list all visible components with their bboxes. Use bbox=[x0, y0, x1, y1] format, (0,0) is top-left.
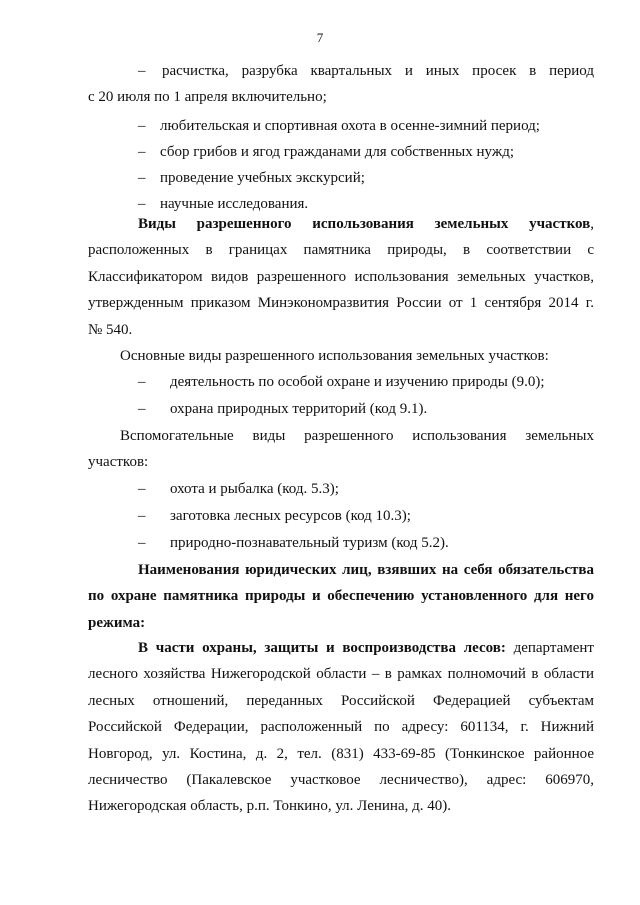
paragraph-land-use-line2: расположенных в границах памятника природы, в соответствии с bbox=[88, 242, 594, 259]
paragraph-forest-line7: Нижегородская область, р.п. Тонкино, ул. Ленина, д. 40). bbox=[88, 798, 451, 815]
legal-heading-line3: режима: bbox=[88, 614, 146, 631]
bullet-dash: – bbox=[138, 196, 146, 212]
bullet-dash: – bbox=[138, 481, 146, 497]
paragraph-clearing-line2: с 20 июля по 1 апреля включительно; bbox=[88, 89, 327, 106]
list-item-text: любительская и спортивная охота в осенне-зимний период; bbox=[160, 118, 540, 134]
list-item-text: заготовка лесных ресурсов (код 10.3); bbox=[170, 508, 411, 524]
legal-heading-line1: Наименования юридических лиц, взявших на себя обязательства bbox=[138, 562, 594, 578]
paragraph-land-use-line4: утвержденным приказом Минэкономразвития России от 1 сентября 2014 г. bbox=[88, 295, 594, 312]
aux-uses-heading-block bbox=[88, 423, 594, 476]
paragraph-land-use: Виды разрешенного использования земельных участков, расположенных в границах памятника природы, в соответствии с Классификатором видов разрешенного использования земельных участков, утвержденным приказом Минэкономразвития России от 1 сентября 2014 г. № 540. bbox=[88, 211, 594, 343]
list-item-text: охрана природных территорий (код 9.1). bbox=[170, 401, 428, 417]
page-number: 7 bbox=[316, 30, 324, 45]
paragraph-forest-line5: Новгород, ул. Костина, д. 2, тел. (831) 433-69-85 (Тонкинское районное bbox=[88, 745, 594, 762]
bullet-dash: – bbox=[138, 508, 146, 524]
main-uses-heading: Основные виды разрешенного использования земельных участков: bbox=[120, 348, 549, 364]
bullet-dash: – bbox=[138, 170, 146, 186]
paragraph-forest-line2: лесного хозяйства Нижегородской области – в рамках полномочий в области bbox=[88, 666, 594, 683]
paragraph-clearing-line1: расчистка, разрубка квартальных и иных просек в период bbox=[162, 63, 594, 79]
list-item-text: деятельность по особой охране и изучению природы (9.0); bbox=[170, 374, 545, 390]
legal-entities-heading bbox=[88, 557, 594, 636]
list-item-text: проведение учебных экскурсий; bbox=[160, 170, 365, 186]
list-item-text: сбор грибов и ягод гражданами для собственных нужд; bbox=[160, 144, 514, 160]
paragraph-forest-line6: лесничество (Пакалевское участковое лесничество), адрес: 606970, bbox=[88, 772, 594, 789]
paragraph-land-use-line5: № 540. bbox=[88, 321, 133, 338]
bullet-dash: – bbox=[138, 63, 146, 79]
forest-heading: В части охраны, защиты и воспроизводства лесов: bbox=[138, 640, 506, 656]
bullet-dash: – bbox=[138, 118, 146, 134]
legal-heading-line2: по охране памятника природы и обеспечению установленного для него bbox=[88, 588, 594, 605]
list-item-text: природно-познавательный туризм (код 5.2). bbox=[170, 535, 449, 551]
aux-uses-heading-line2: участков: bbox=[88, 454, 149, 471]
bullet-dash: – bbox=[138, 374, 146, 390]
paragraph-forest-line3: лесных отношений, переданных Российской Федерацией субъектам bbox=[88, 692, 594, 709]
paragraph-clearing bbox=[88, 58, 594, 111]
bullet-dash: – bbox=[138, 535, 146, 551]
land-use-heading: Виды разрешенного использования земельных участков bbox=[138, 216, 591, 232]
aux-uses-heading-line1: Вспомогательные виды разрешенного использования земельных bbox=[120, 428, 594, 444]
paragraph-forest-line4: Российской Федерации, расположенный по адресу: 601134, г. Нижний bbox=[88, 719, 594, 736]
main-uses-heading-block bbox=[88, 343, 594, 369]
bullet-dash: – bbox=[138, 401, 146, 417]
list-item-text: охота и рыбалка (код. 5.3); bbox=[170, 481, 339, 497]
paragraph-land-use-line3: Классификатором видов разрешенного использования земельных участков, bbox=[88, 268, 594, 285]
list-item-text: научные исследования. bbox=[160, 196, 309, 212]
bullet-dash: – bbox=[138, 144, 146, 160]
paragraph-forest: В части охраны, защиты и воспроизводства лесов: департамент лесного хозяйства Нижегородской области – в рамках полномочий в области лесных отношений, переданных Российской Федерацией субъектам Российской Федерации, расположенный по адресу: 601134, г. Нижний Новгород, ул. Костина, д. 2, тел. (831) 433-69-85 (Тонкинское районное лесничество (Пакалевское участковое лесничество), адрес: 606970, Нижегородская область, р.п. Тонкино, ул. Ленина, д. 40). bbox=[88, 635, 594, 820]
